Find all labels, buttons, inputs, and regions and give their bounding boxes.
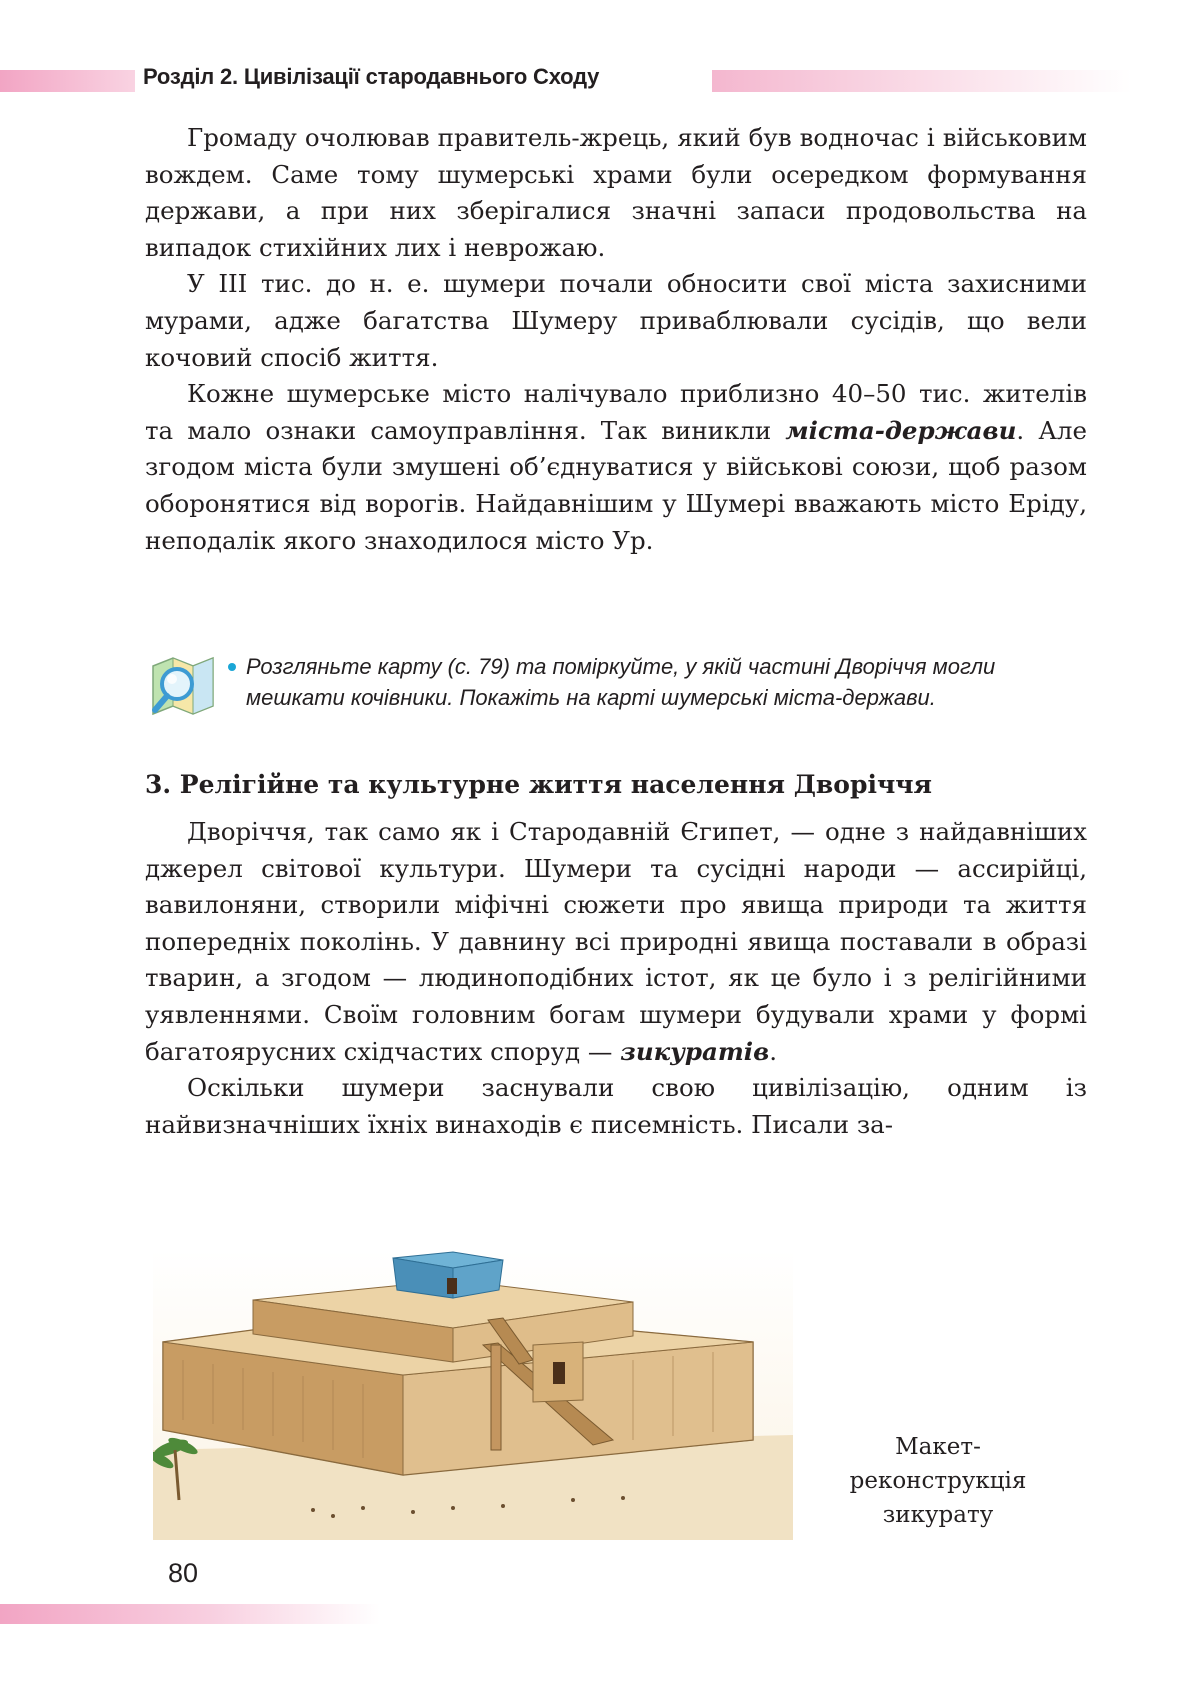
paragraph xyxy=(145,376,1087,559)
map-magnifier-icon xyxy=(147,648,221,718)
paragraph-text: Дворіччя, так само як і Стародавній Єгипет, — одне з найдавніших джерел світової культури. Шумери та сусідні народи — ассирійці, вавилоняни, створили міфічні сюжети про явища природи та життя попередніх поколінь. У давнину всі природні явища поставали в образі тварин, а згодом — людиноподібних істот, як це було і з релігійними уявленнями. Своїм головним богам шумери будували храми у формі багатоярусних східчастих споруд — xyxy=(145,817,1087,1066)
body-text-section xyxy=(145,814,1087,1143)
header-accent-bar-left xyxy=(0,70,135,92)
paragraph-text: . Але згодом міста були змушені об’єднуватися у військові союзи, щоб разом оборонятися від ворогів. Найдавнішим у Шумері вважають місто Еріду, неподалік якого знаходилося місто Ур. xyxy=(145,415,1087,555)
footer-accent-bar xyxy=(0,1604,380,1624)
paragraph: Громаду очолював правитель-жрець, який був водночас і військовим вождем. Саме тому шумерські храми були осередком формування держави, а при них зберігалися значні запаси продовольства на випадок стихійних лих і неврожаю. xyxy=(145,123,1087,262)
key-term: міста-держави xyxy=(785,415,1017,445)
caption-line: реконструкція xyxy=(849,1468,1027,1494)
section-heading: 3. Релігійне та культурне життя населення Дворіччя xyxy=(145,770,933,799)
figure-caption xyxy=(838,1430,1038,1532)
paragraph: У III тис. до н. е. шумери почали обносити свої міста захисними мурами, адже багатства Шумеру приваблювали сусідів, що вели кочовий спосіб життя. xyxy=(145,269,1087,372)
paragraph xyxy=(145,814,1087,1070)
caption-line: зикурату xyxy=(882,1502,994,1528)
key-term: зикуратів xyxy=(620,1036,770,1066)
header-accent-bar-right xyxy=(712,70,1132,92)
paragraph: Оскільки шумери заснували свою цивілізацію, одним із найвизначніших їхніх винаходів є писемність. Писали за- xyxy=(145,1073,1087,1139)
bullet-icon xyxy=(228,663,236,671)
caption-line: Макет- xyxy=(895,1434,981,1460)
chapter-title: Розділ 2. Цивілізації стародавнього Сходу xyxy=(143,64,600,89)
task-text: Розгляньте карту (с. 79) та поміркуйте, у якій частині Дворіччя могли мешкати кочівники. Покажіть на карті шумерські міста-держави. xyxy=(246,654,996,710)
page-number: 80 xyxy=(168,1558,199,1588)
task-prompt xyxy=(246,651,1096,713)
ziggurat-illustration xyxy=(153,1250,793,1540)
body-text-top xyxy=(145,120,1087,559)
paragraph-text: . xyxy=(769,1036,777,1066)
paragraph-text: Кожне шумерське місто налічувало приблизно 40–50 тис. жителів та мало ознаки самоуправління. Так виникли xyxy=(145,379,1087,445)
